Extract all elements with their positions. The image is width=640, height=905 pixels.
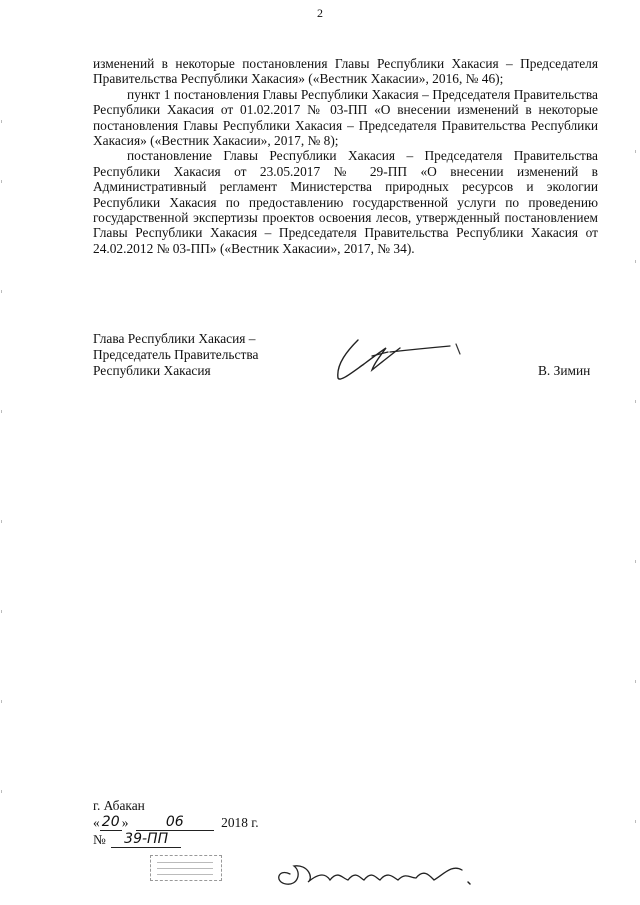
date-close-quote: »	[121, 815, 129, 830]
right-edge-scan-marks	[634, 0, 638, 905]
date-open-quote: «	[93, 815, 100, 830]
document-body	[93, 56, 598, 256]
document-number: 39-ПП	[111, 832, 181, 848]
paragraph-2: пункт 1 постановления Главы Республики Хакасия – Председателя Правительства Республики Хакасия от 01.02.2017 № 03-ПП «О внесении изменений в некоторые постановления Главы Республики Хакасия – Председателя Правительства Республики Хакасия» («Вестник Хакасии», 2017, № 8);	[93, 86, 598, 149]
bottom-handwritten-signature	[268, 854, 488, 890]
signatory-title-line-2: Председатель Правительства	[93, 346, 259, 362]
left-edge-scan-marks	[0, 0, 4, 905]
footer-date	[93, 814, 259, 831]
signatory-title-line-3: Республики Хакасия	[93, 362, 211, 378]
date-day: 20	[100, 815, 122, 831]
signatory-title-line-1: Глава Республики Хакасия –	[93, 331, 256, 346]
footer-city: г. Абакан	[93, 798, 145, 813]
document-footer	[93, 797, 259, 848]
paragraph-3: постановление Главы Республики Хакасия – Председателя Правительства Республики Хакасия от 23.05.2017 № 29-ПП «О внесении изменений в Административный регламент Министерства природных ресурсов и экологии Республики Хакасия по предоставлению государственной услуги по проведению государственной экспертизы проектов освоения лесов, утвержденный постановлением Главы Республики Хакасия – Председателя Правительства Республики Хакасия от 24.02.2012 № 03-ПП» («Вестник Хакасии», 2017, № 34).	[93, 148, 598, 256]
registration-stamp	[150, 855, 222, 881]
signatory-title	[93, 331, 258, 378]
date-month: 06	[136, 815, 214, 831]
page-number: 2	[317, 6, 323, 20]
date-year: 2018 г.	[221, 815, 259, 830]
handwritten-signature	[328, 334, 478, 386]
footer-number	[93, 831, 259, 848]
signatory-name: В. Зимин	[538, 363, 591, 378]
paragraph-1: изменений в некоторые постановления Главы Республики Хакасия – Председателя Правительства Республики Хакасия» («Вестник Хакасии», 2016, № 46);	[93, 56, 598, 87]
number-prefix: №	[93, 832, 106, 847]
